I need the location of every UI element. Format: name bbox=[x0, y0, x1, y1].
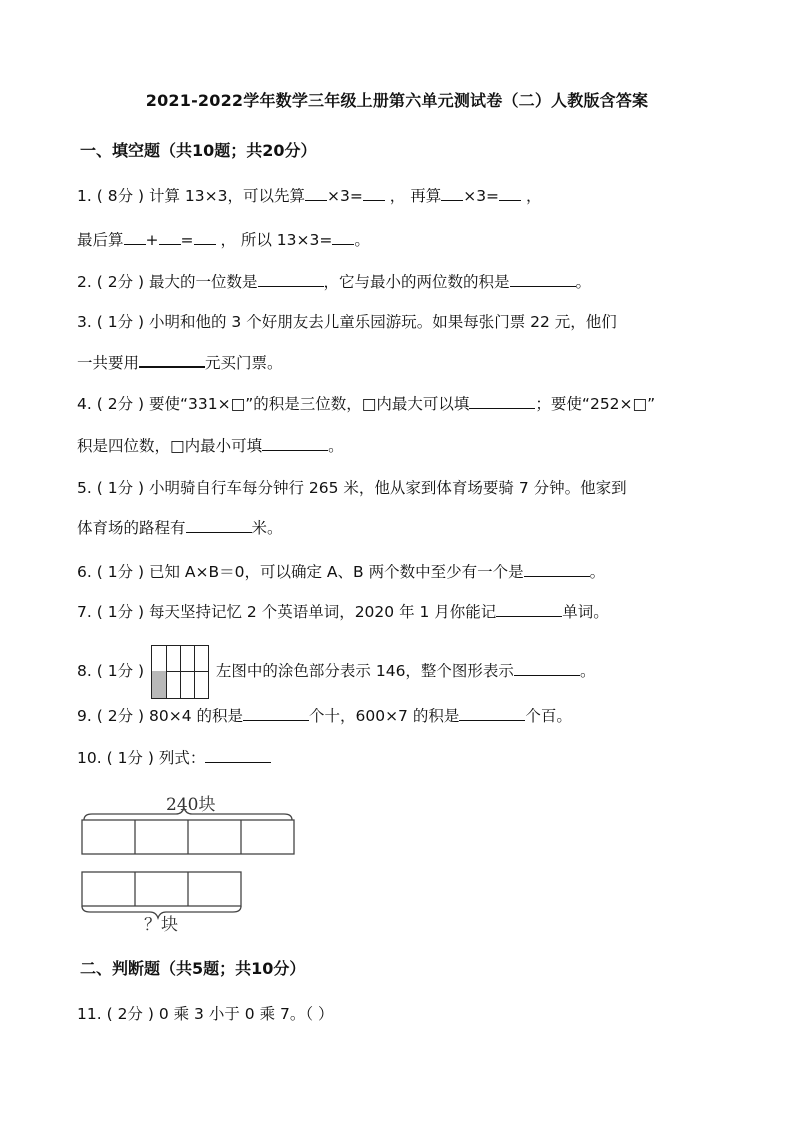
blank[interactable] bbox=[469, 394, 535, 409]
blank[interactable] bbox=[510, 272, 576, 287]
blank[interactable] bbox=[499, 186, 521, 201]
question-8: 8. ( 1分 ) 左图中的涂色部分表示 146，整个图形表示 。 bbox=[77, 644, 595, 699]
blank[interactable] bbox=[124, 230, 146, 245]
question-10: 10. ( 1分 ) 列式： bbox=[77, 748, 271, 768]
blank[interactable] bbox=[205, 748, 271, 763]
blank[interactable] bbox=[496, 602, 562, 617]
bar-diagram bbox=[78, 792, 300, 932]
question-7: 7. ( 1分 ) 每天坚持记忆 2 个英语单词，2020 年 1 月你能记 单词。 bbox=[77, 603, 609, 621]
question-5-line-1: 5. ( 1分 ) 小明骑自行车每分钟行 265 米，他从家到体育场要骑 7 分钟。他家到 bbox=[77, 479, 627, 497]
question-9: 9. ( 2分 ) 80×4 的积是 个十，600×7 的积是 个百。 bbox=[77, 707, 572, 725]
blank[interactable] bbox=[305, 186, 327, 201]
question-4-line-2: 积是四位数，□内最小可填 。 bbox=[77, 437, 344, 455]
blank[interactable] bbox=[332, 230, 354, 245]
blank[interactable] bbox=[243, 706, 309, 721]
blank[interactable] bbox=[186, 518, 252, 533]
shaded-cell bbox=[152, 671, 166, 698]
question-3-line-2: 一共要用 元买门票。 bbox=[77, 354, 283, 372]
blank[interactable] bbox=[441, 186, 463, 201]
section-true-false: 二、判断题（共5题；共10分） bbox=[80, 959, 306, 978]
bar-top-label: 240块 bbox=[166, 795, 216, 815]
question-3-line-1: 3. ( 1分 ) 小明和他的 3 个好朋友去儿童乐园游玩。如果每张门票 22 元，他们 bbox=[77, 313, 617, 331]
question-1-line-2: 最后算 + = ， 所以 13×3= 。 bbox=[77, 231, 370, 249]
blank[interactable] bbox=[258, 272, 324, 287]
blank[interactable] bbox=[139, 352, 205, 368]
blank[interactable] bbox=[524, 562, 590, 577]
question-2: 2. ( 2分 ) 最大的一位数是 ，它与最小的两位数的积是 。 bbox=[77, 273, 592, 291]
blank[interactable] bbox=[194, 230, 216, 245]
blank[interactable] bbox=[262, 436, 328, 451]
question-11: 11. ( 2分 ) 0 乘 3 小于 0 乘 7。（ ） bbox=[77, 1005, 334, 1023]
blank[interactable] bbox=[514, 661, 580, 676]
blank[interactable] bbox=[159, 230, 181, 245]
blank[interactable] bbox=[459, 706, 525, 721]
question-1-line-1: 1. ( 8分 ) 计算 13×3，可以先算 ×3= ， 再算 ×3= ， bbox=[77, 187, 542, 205]
bar-bottom-label: ？块 bbox=[144, 915, 178, 932]
bottom-bar bbox=[82, 872, 241, 906]
grid-figure bbox=[151, 645, 209, 699]
question-4-line-1: 4. ( 2分 ) 要使“331×□”的积是三位数，□内最大可以填 ；要使“252×□” bbox=[77, 395, 656, 413]
question-6: 6. ( 1分 ) 已知 A×B＝0，可以确定 A、B 两个数中至少有一个是 。 bbox=[77, 563, 606, 581]
section-fill-in-blank: 一、填空题（共10题；共20分） bbox=[80, 141, 317, 160]
blank[interactable] bbox=[363, 186, 385, 201]
question-5-line-2: 体育场的路程有 米。 bbox=[77, 519, 283, 537]
page-title: 2021-2022学年数学三年级上册第六单元测试卷（二）人教版含答案 bbox=[145, 91, 649, 110]
